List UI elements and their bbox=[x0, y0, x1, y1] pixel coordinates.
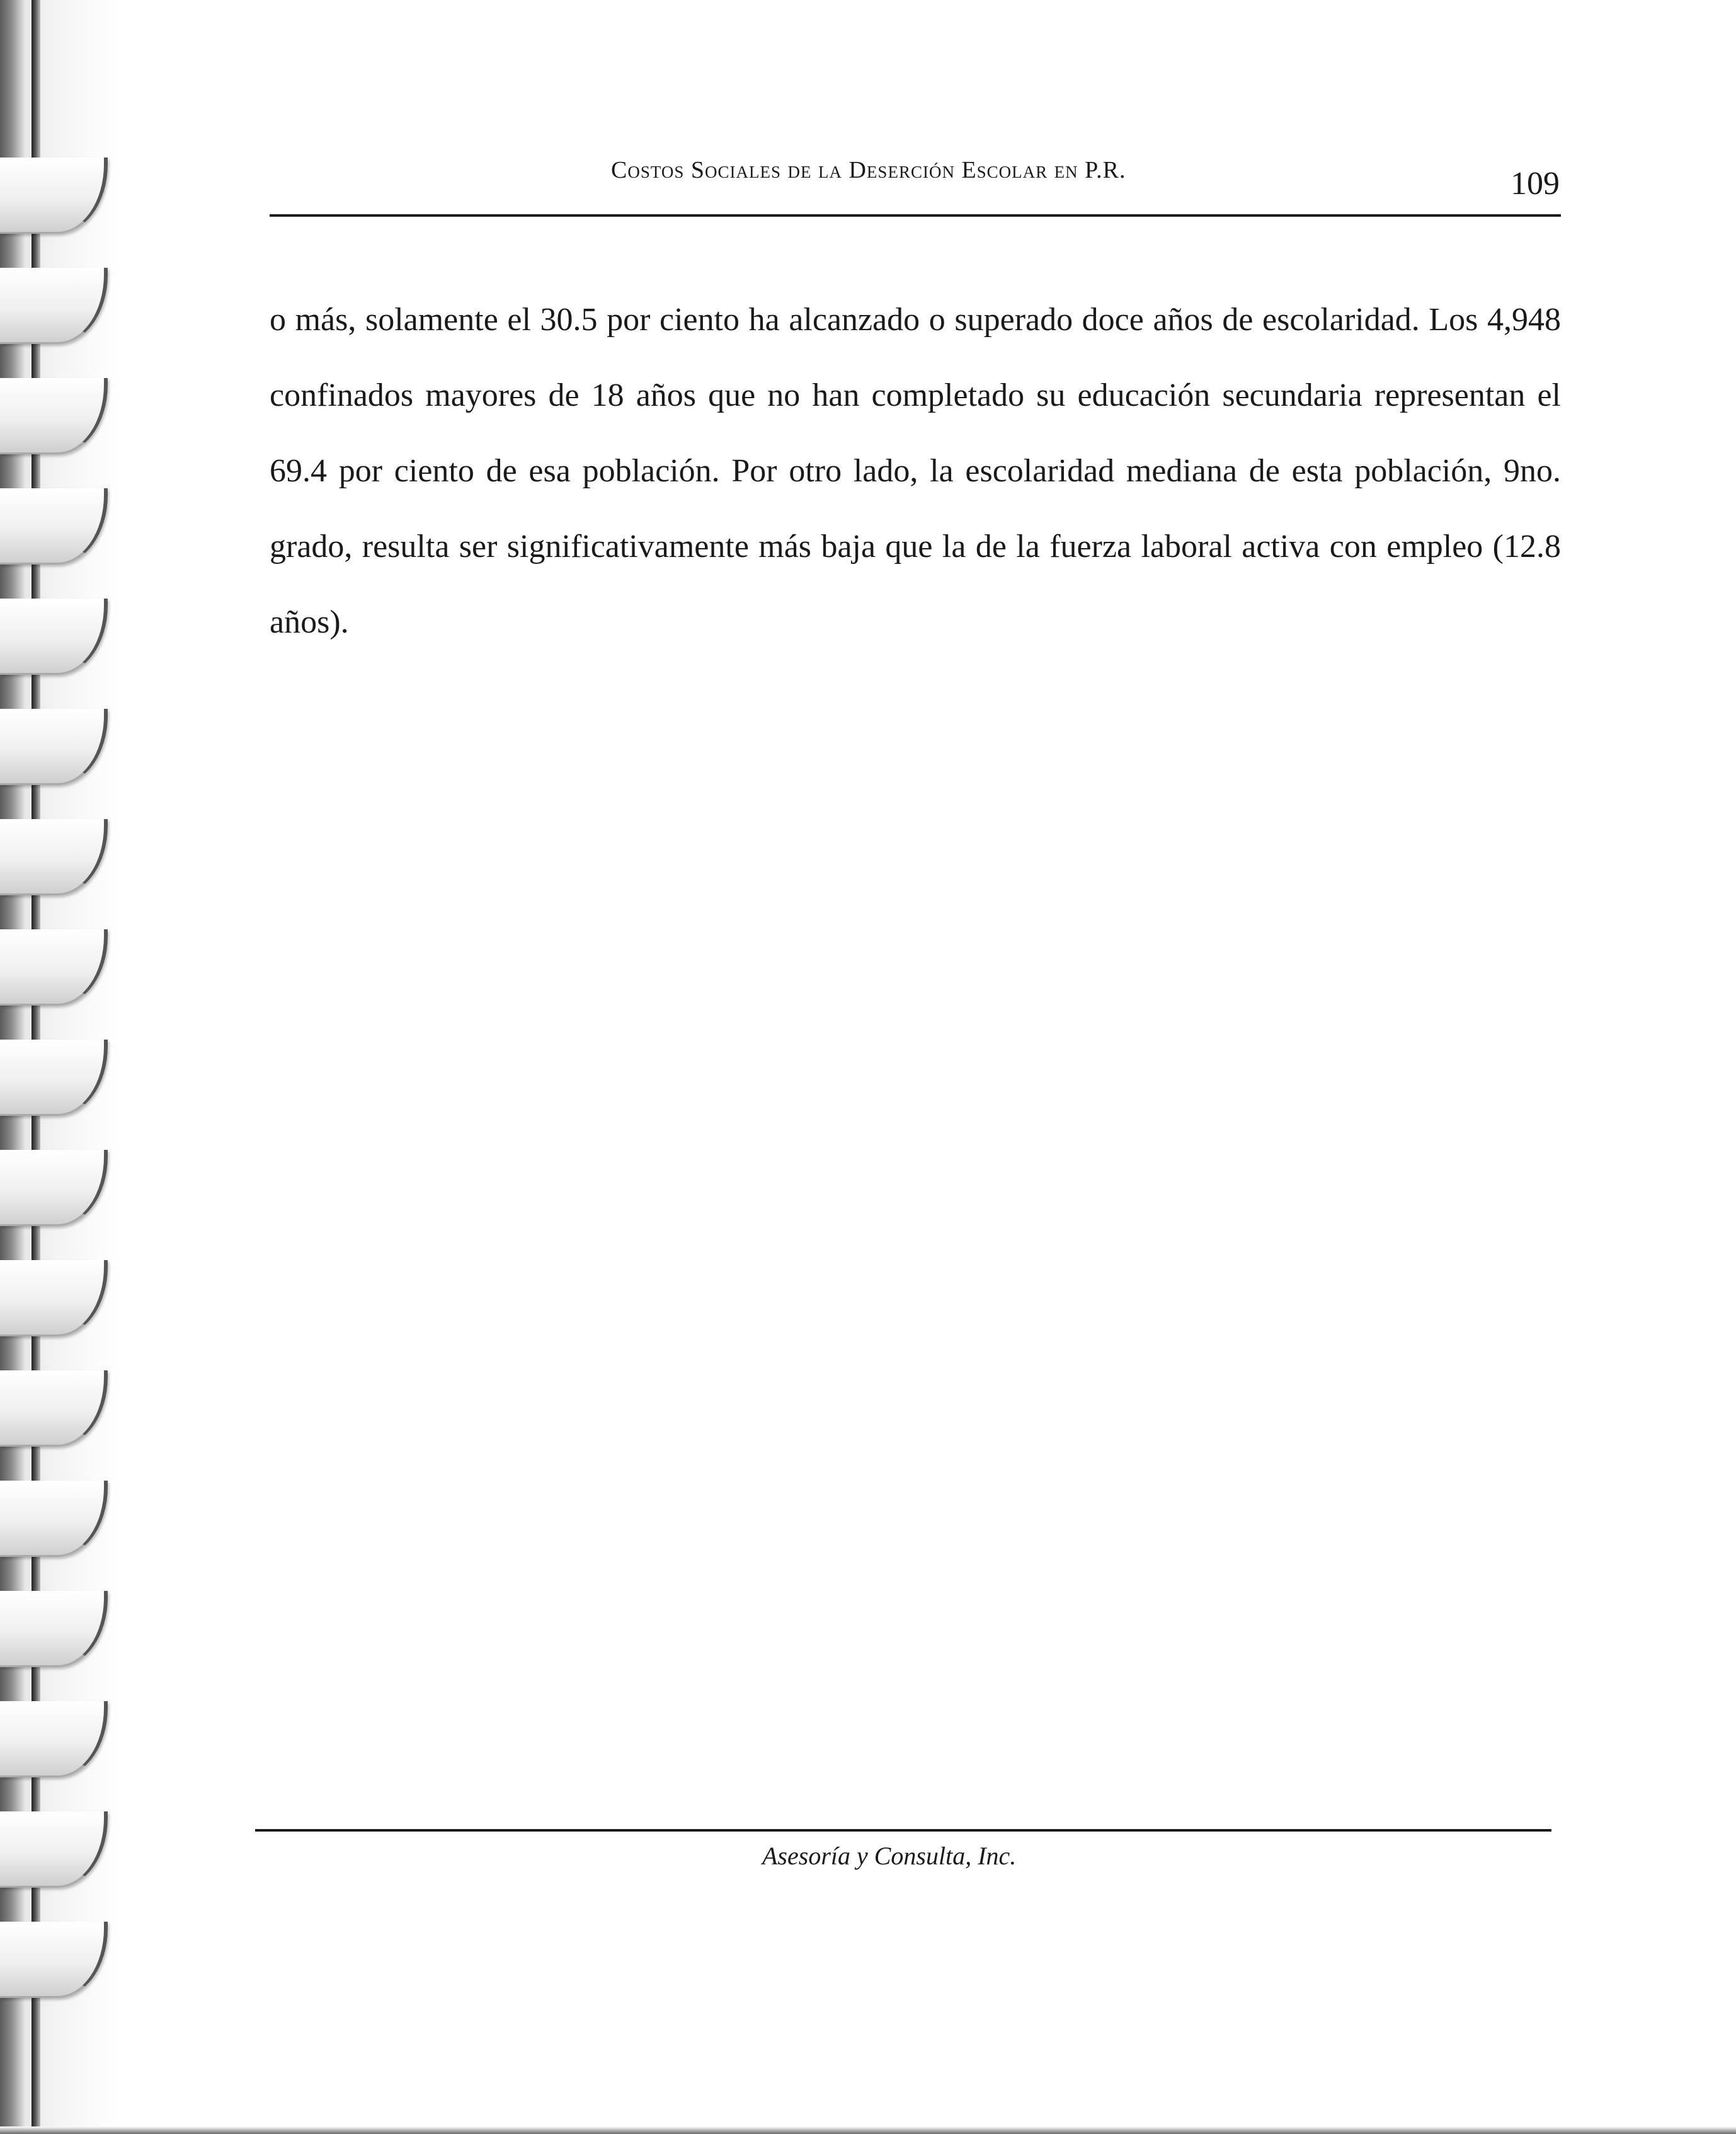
page-number: 109 bbox=[1510, 166, 1560, 202]
page-bottom-edge bbox=[0, 2126, 1736, 2134]
binding-coil bbox=[0, 1591, 108, 1667]
binding-coil bbox=[0, 1922, 108, 1998]
binding-coil bbox=[0, 1040, 108, 1116]
binding-coil bbox=[0, 1260, 108, 1336]
binding-coil bbox=[0, 488, 108, 565]
binding-coil bbox=[0, 1811, 108, 1888]
spiral-binding bbox=[0, 0, 120, 2134]
binding-coil bbox=[0, 1481, 108, 1557]
running-head: Costos Sociales de la Deserción Escolar en P.R. bbox=[611, 157, 1126, 183]
binding-coil bbox=[0, 1370, 108, 1447]
binding-coil bbox=[0, 1150, 108, 1226]
header-rule bbox=[270, 214, 1561, 217]
binding-coil bbox=[0, 599, 108, 675]
binding-coil bbox=[0, 819, 108, 895]
binding-coil bbox=[0, 378, 108, 454]
binding-coil bbox=[0, 158, 108, 234]
binding-coil bbox=[0, 929, 108, 1006]
binding-coil bbox=[0, 268, 108, 344]
binding-coil bbox=[0, 1701, 108, 1777]
body-paragraph: o más, solamente el 30.5 por ciento ha alcanzado o superado doce años de escolaridad. Los 4,948 confinados mayores de 18 años que no han completado su educación secundaria representan el 69.4 por ciento de esa población. Por otro lado, la escolaridad mediana de esta población, 9no. grado, resulta ser significativamente más baja que la de la fuerza laboral activa con empleo (12.8 años). bbox=[270, 302, 1561, 640]
binding-coil bbox=[0, 709, 108, 785]
footer-publisher: Asesoría y Consulta, Inc. bbox=[762, 1842, 1017, 1870]
footer-rule bbox=[255, 1829, 1551, 1832]
